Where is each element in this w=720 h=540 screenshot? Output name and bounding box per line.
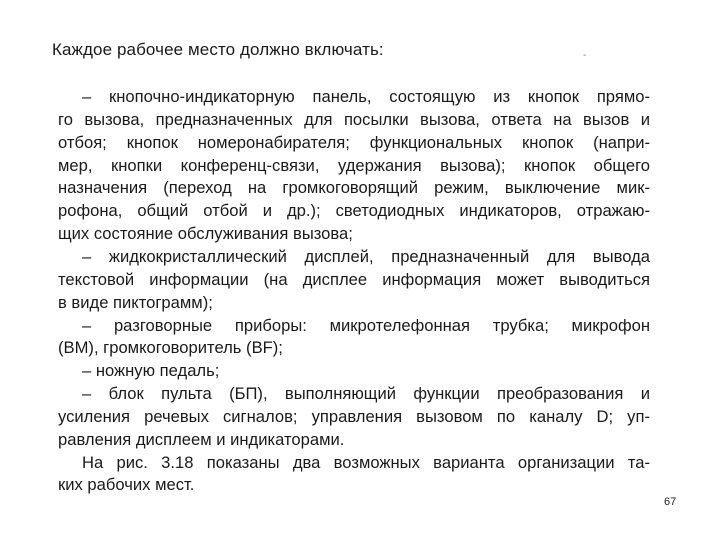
text-line: – жидкокристаллический дисплей, предназначенный для вывода xyxy=(82,246,650,266)
text-line: – блок пульта (БП), выполняющий функции преобразования и xyxy=(82,384,650,404)
text-line: – разговорные приборы: микротелефонная трубка; микрофон xyxy=(82,315,650,335)
text-line: мер, кнопки конференц-связи, удержания вызова); кнопок общего xyxy=(58,155,650,175)
text-line: текстовой информации (на дисплее информация может выводиться xyxy=(58,269,650,289)
text-line: – кнопочно-индикаторную панель, состоящую из кнопок прямо- xyxy=(82,87,650,106)
text-line: го вызова, предназначенных для посылки вызова, ответа на вызов и xyxy=(58,109,650,129)
text-line: равления дисплеем и индикаторами. xyxy=(58,429,345,449)
text-line: ких рабочих мест. xyxy=(58,475,195,495)
text-line: в виде пиктограмм); xyxy=(58,292,213,312)
text-line: На рис. 3.18 показаны два возможных варианта организации та- xyxy=(82,452,650,472)
text-line: отбоя; кнопок номеронабирателя; функциональных кнопок (напри- xyxy=(58,132,650,152)
page-heading: Каждое рабочее место должно включать: xyxy=(52,40,384,59)
text-line: (ВМ), громкоговоритель (BF); xyxy=(58,338,283,358)
page-number: 67 xyxy=(664,496,677,508)
stray-mark: - xyxy=(583,50,587,61)
text-line: назначения (переход на громкоговорящий режим, выключение мик- xyxy=(58,178,650,198)
text-line: – ножную педаль; xyxy=(82,361,220,381)
text-line: усиления речевых сигналов; управления вызовом по каналу D; уп- xyxy=(58,406,650,426)
text-line: рофона, общий отбой и др.); светодиодных индикаторов, отражаю- xyxy=(58,201,650,221)
text-line: щих состояние обслуживания вызова; xyxy=(58,224,353,244)
